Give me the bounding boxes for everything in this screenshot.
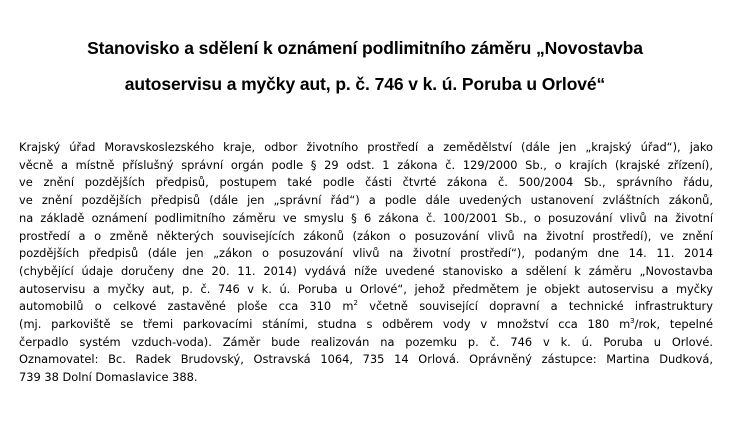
body-line: věcně a místně příslušný správní orgán podle § 29 odst. 1 zákona č. 129/2000 Sb., o krajích (krajské zřízení), <box>19 157 713 172</box>
body-line: prostředí a o změně některých souvisejících zákonů (zákon o posuzování vlivů na životní prostředí), ve znění <box>19 228 713 243</box>
area-unit-exponent: 2 <box>353 299 358 308</box>
title-line-2: autoservisu a myčky aut, p. č. 746 v k. ú. Poruba u Orlové“ <box>124 74 606 94</box>
body-line-water <box>19 316 713 334</box>
body-line: pozdějších předpisů (dále jen „zákon o posuzování vlivů na životní prostředí“), podaným dne 14. 11. 2014 <box>19 246 713 261</box>
body-line: čerpadlo systém vzduch-voda). Záměr bude realizován na pozemku p. č. 746 v k. ú. Poruba u Orlové. <box>19 334 713 349</box>
water-text-continued: /rok, tepelné <box>634 317 713 332</box>
volume-unit-exponent: 3 <box>630 317 635 326</box>
area-text-continued: včetně související dopravní a technické infrastruktury <box>357 299 713 314</box>
body-line-last: 739 38 Dolní Domaslavice 388. <box>19 370 198 385</box>
title-line-1: Stanovisko a sdělení k oznámení podlimitního záměru „Novostavba <box>87 38 643 58</box>
document-body <box>19 139 713 387</box>
body-line: ve znění pozdějších předpisů (dále jen „správní řád“) a podle dále uvedených ustanovení zvláštních zákonů, <box>19 193 713 208</box>
body-line: na základě oznámení podlimitního záměru ve smyslu § 6 zákona č. 100/2001 Sb., o posuzování vlivů na životní <box>19 210 713 225</box>
document-title <box>0 30 730 102</box>
body-line: Krajský úřad Moravskoslezského kraje, odbor životního prostředí a zemědělství (dále jen „krajský úřad“), jako <box>19 140 713 154</box>
body-line: Oznamovatel: Bc. Radek Brudovský, Ostravská 1064, 735 14 Orlová. Oprávněný zástupce: Martina Dudková, <box>19 352 713 367</box>
water-text: (mj. parkoviště se třemi parkovacími stáními, studna s odběrem vody v množství cca 180 m <box>19 317 631 332</box>
area-text: automobilů o celkové zastavěné ploše cca 310 m <box>19 299 354 314</box>
body-line-area <box>19 298 713 316</box>
body-line: (chybějící údaje doručeny dne 20. 11. 2014) vydává níže uvedené stanovisko a sdělení k záměru „Novostavba <box>19 263 713 278</box>
body-line: autoservisu a myčky aut, p. č. 746 v k. ú. Poruba u Orlové“, jehož předmětem je objekt autoservisu a myčky <box>19 281 713 296</box>
body-line: ve znění pozdějších předpisů, postupem také podle části čtvrté zákona č. 500/2004 Sb., správního řádu, <box>19 175 713 190</box>
